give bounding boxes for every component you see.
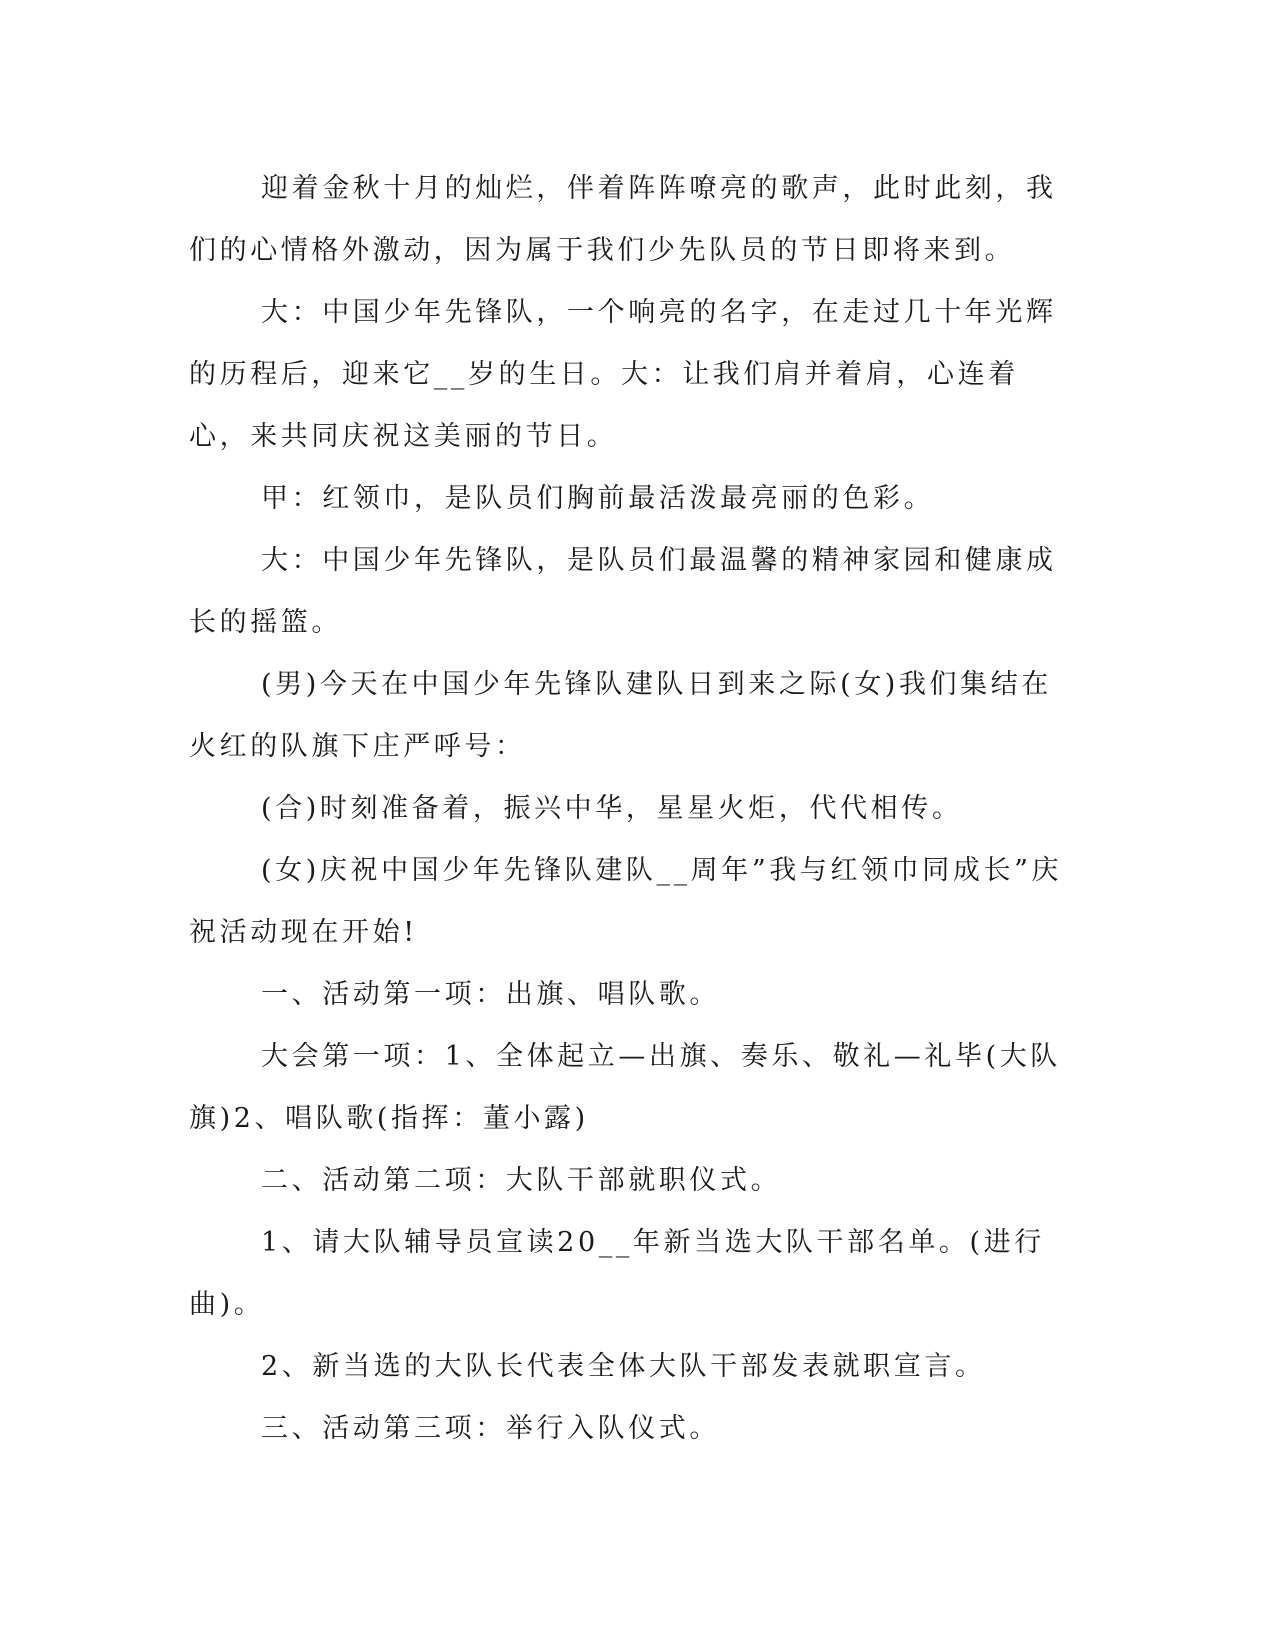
paragraph-6: (合)时刻准备着，振兴中华，星星火炬，代代相传。 xyxy=(261,793,963,824)
document-body xyxy=(189,158,1079,1460)
paragraph-7: (女)庆祝中国少年先锋队建队__周年”我与红领巾同成长”庆祝活动现在开始! xyxy=(189,855,1063,948)
paragraph-9: 大会第一项：1、全体起立—出旗、奏乐、敬礼—礼毕(大队旗)2、唱队歌(指挥：董小露) xyxy=(189,1041,1061,1134)
paragraph-8: 一、活动第一项：出旗、唱队歌。 xyxy=(261,979,720,1010)
paragraph-4: 大：中国少年先锋队，是队员们最温馨的精神家园和健康成长的摇篮。 xyxy=(189,545,1057,638)
paragraph-3: 甲：红领巾，是队员们胸前最活泼最亮丽的色彩。 xyxy=(261,483,935,514)
paragraph-11: 1、请大队辅导员宣读20__年新当选大队干部名单。(进行曲)。 xyxy=(189,1227,1045,1320)
paragraph-12: 2、新当选的大队长代表全体大队干部发表就职宣言。 xyxy=(261,1351,986,1382)
paragraph-1: 迎着金秋十月的灿烂，伴着阵阵嘹亮的歌声，此时此刻，我们的心情格外激动，因为属于我们少先队员的节日即将来到。 xyxy=(189,173,1057,266)
paragraph-13: 三、活动第三项：举行入队仪式。 xyxy=(261,1413,720,1444)
paragraph-5: (男)今天在中国少年先锋队建队日到来之际(女)我们集结在火红的队旗下庄严呼号： xyxy=(189,669,1052,762)
paragraph-10: 二、活动第二项：大队干部就职仪式。 xyxy=(261,1165,782,1196)
paragraph-2: 大：中国少年先锋队，一个响亮的名字，在走过几十年光辉的历程后，迎来它__岁的生日。大：让我们肩并着肩，心连着心，来共同庆祝这美丽的节日。 xyxy=(189,297,1057,452)
